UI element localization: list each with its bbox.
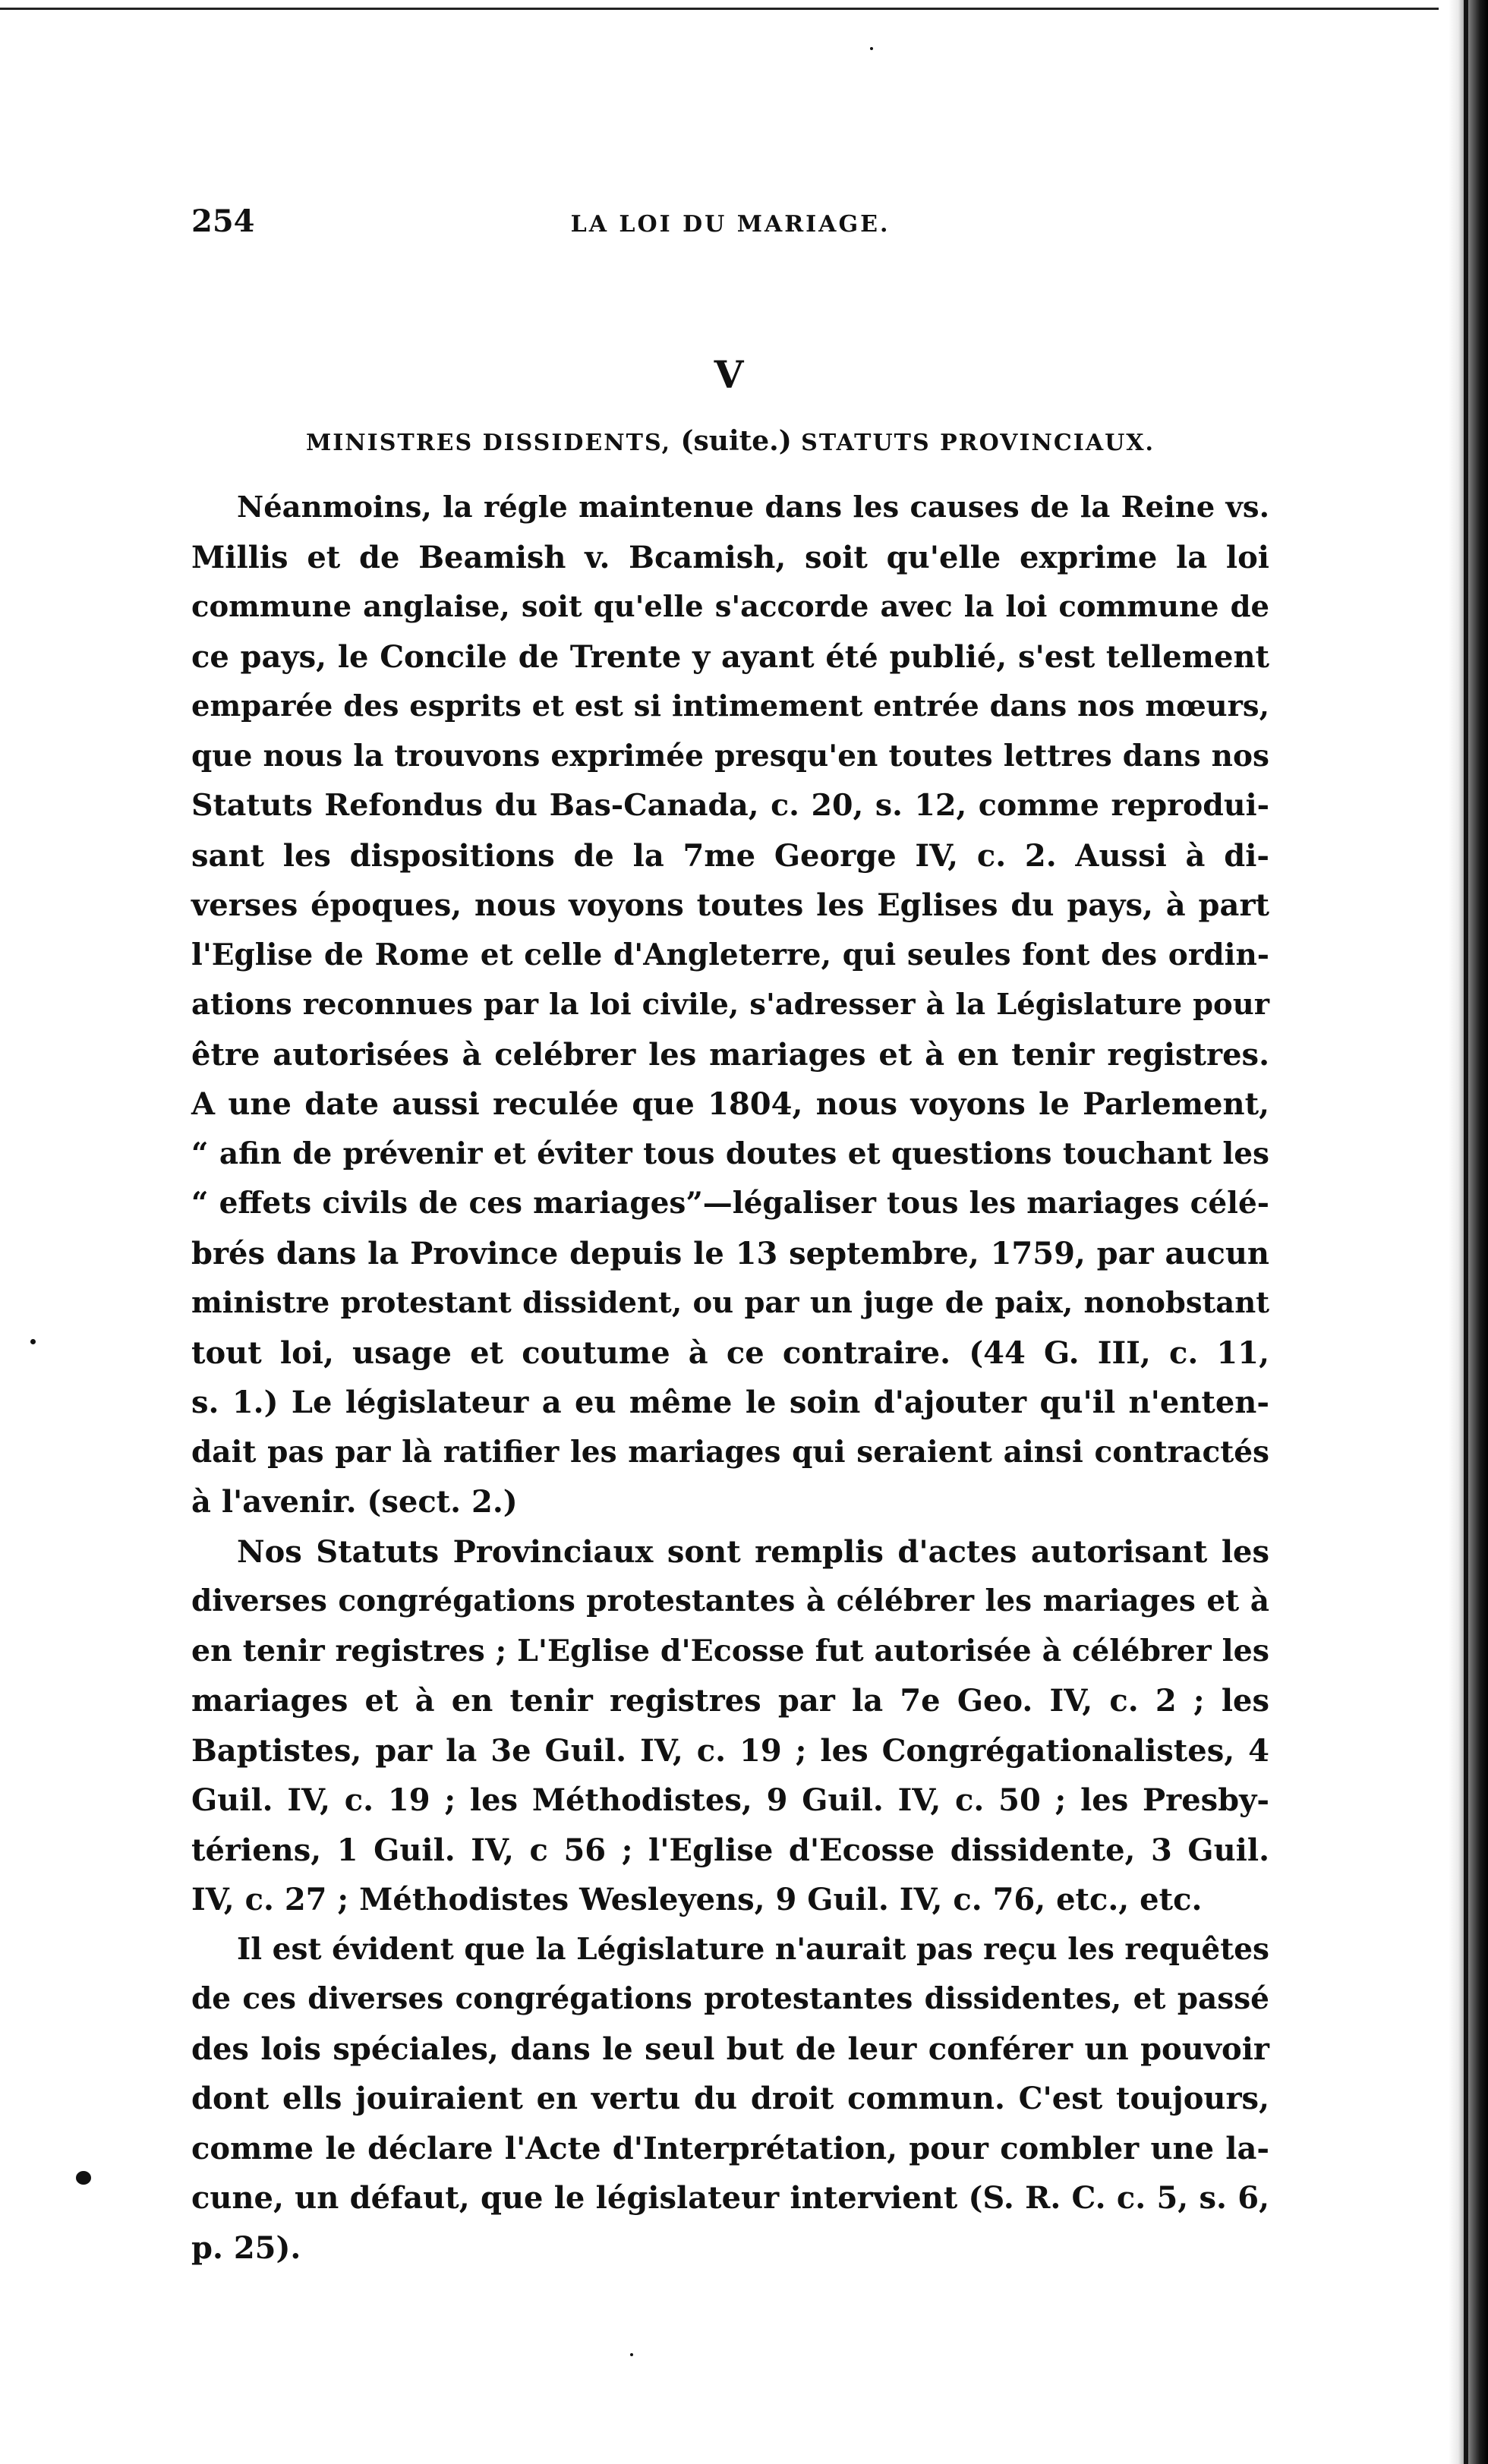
text-line: ations reconnues par la loi civile, s'adresser à la Législature pour — [191, 988, 1269, 1022]
text-line: être autorisées à celébrer les mariages et à en tenir registres. — [191, 1036, 1269, 1073]
text-line: Baptistes, par la 3e Guil. IV, c. 19 ; les Congrégationalistes, 4 — [191, 1732, 1269, 1769]
section-heading — [191, 425, 1269, 457]
text-line: en tenir registres ; L'Eglise d'Ecosse fut autorisée à célébrer les — [191, 1633, 1269, 1668]
text-line: Millis et de Beamish v. Bcamish, soit qu'elle exprime la loi — [191, 539, 1269, 575]
scanned-page-edge-line — [1464, 0, 1468, 2464]
text-line: Guil. IV, c. 19 ; les Méthodistes, 9 Guil. IV, c. 50 ; les Presby- — [191, 1782, 1269, 1818]
section-heading-suite: (suite.) — [680, 425, 792, 457]
ink-speck — [76, 2171, 91, 2185]
page-number: 254 — [191, 203, 255, 239]
paragraph-2 — [191, 1527, 1269, 1925]
text-line: “ effets civils de ces mariages”—légaliser tous les mariages célé- — [191, 1186, 1269, 1221]
text-line: sant les dispositions de la 7me George IV, c. 2. Aussi à di- — [191, 837, 1269, 874]
text-line: Nos Statuts Provinciaux sont remplis d'actes autorisant les — [237, 1533, 1269, 1570]
text-line: commune anglaise, soit qu'elle s'accorde avec la loi commune de — [191, 590, 1269, 624]
text-line: brés dans la Province depuis le 13 septembre, 1759, par aucun — [191, 1235, 1269, 1271]
section-heading-part-3: STATUTS PROVINCIAUX. — [791, 430, 1155, 456]
running-head — [191, 203, 1269, 249]
text-line: tériens, 1 Guil. IV, c 56 ; l'Eglise d'Ecosse dissidente, 3 Guil. — [191, 1832, 1269, 1868]
text-line: s. 1.) Le législateur a eu même le soin d'ajouter qu'il n'enten- — [191, 1385, 1269, 1420]
text-line: IV, c. 27 ; Méthodistes Wesleyens, 9 Guil. IV, c. 76, etc., etc. — [191, 1882, 1203, 1917]
text-line: des lois spéciales, dans le seul but de leur conférer un pouvoir — [191, 2031, 1269, 2067]
text-line: mariages et à en tenir registres par la 7e Geo. IV, c. 2 ; les — [191, 1683, 1269, 1719]
top-border-rule — [0, 8, 1439, 10]
text-line: diverses congrégations protestantes à célébrer les mariages et à — [191, 1583, 1269, 1618]
ink-speck — [630, 2353, 633, 2356]
text-line: tout loi, usage et coutume à ce contraire. (44 G. III, c. 11, — [191, 1334, 1269, 1371]
body-text — [191, 483, 1269, 2273]
text-line: dont ells jouiraient en vertu du droit commun. C'est toujours, — [191, 2081, 1269, 2116]
text-line: que nous la trouvons exprimée presqu'en toutes lettres dans nos — [191, 738, 1269, 774]
ink-speck — [30, 1339, 36, 1344]
section-heading-part-1: MINISTRES DISSIDENTS, — [306, 430, 681, 456]
text-line: p. 25). — [191, 2229, 301, 2266]
text-line: dait pas par là ratifier les mariages qui seraient ainsi contractés — [191, 1434, 1269, 1470]
text-line: A une date aussi reculée que 1804, nous voyons le Parlement, — [191, 1086, 1269, 1122]
ink-speck — [870, 47, 873, 50]
section-numeral: V — [714, 352, 744, 397]
text-line: comme le déclare l'Acte d'Interprétation, pour combler une la- — [191, 2130, 1269, 2166]
running-title: LA LOI DU MARIAGE. — [570, 211, 891, 238]
text-line: Néanmoins, la régle maintenue dans les causes de la Reine vs. — [237, 490, 1269, 525]
text-line: de ces diverses congrégations protestantes dissidentes, et passé — [191, 1981, 1269, 2016]
text-line: ministre protestant dissident, ou par un juge de paix, nonobstant — [191, 1286, 1269, 1320]
text-line: “ afin de prévenir et éviter tous doutes et questions touchant les — [191, 1136, 1269, 1171]
text-line: cune, un défaut, que le législateur intervient (S. R. C. c. 5, s. 6, — [191, 2180, 1269, 2216]
text-line: ce pays, le Concile de Trente y ayant été publié, s'est tellement — [191, 638, 1269, 675]
paragraph-3 — [191, 1925, 1269, 2273]
text-line: emparée des esprits et est si intimement entrée dans nos mœurs, — [191, 689, 1269, 723]
text-line: verses époques, nous voyons toutes les Eglises du pays, à part — [191, 887, 1269, 923]
text-line: Il est évident que la Législature n'aurait pas reçu les requêtes — [237, 1931, 1269, 1967]
text-line: l'Eglise de Rome et celle d'Angleterre, qui seules font des ordin- — [191, 937, 1269, 972]
text-line: Statuts Refondus du Bas-Canada, c. 20, s. 12, comme reprodui- — [191, 788, 1269, 823]
paragraph-1 — [191, 483, 1269, 1527]
text-line: à l'avenir. (sect. 2.) — [191, 1484, 518, 1520]
